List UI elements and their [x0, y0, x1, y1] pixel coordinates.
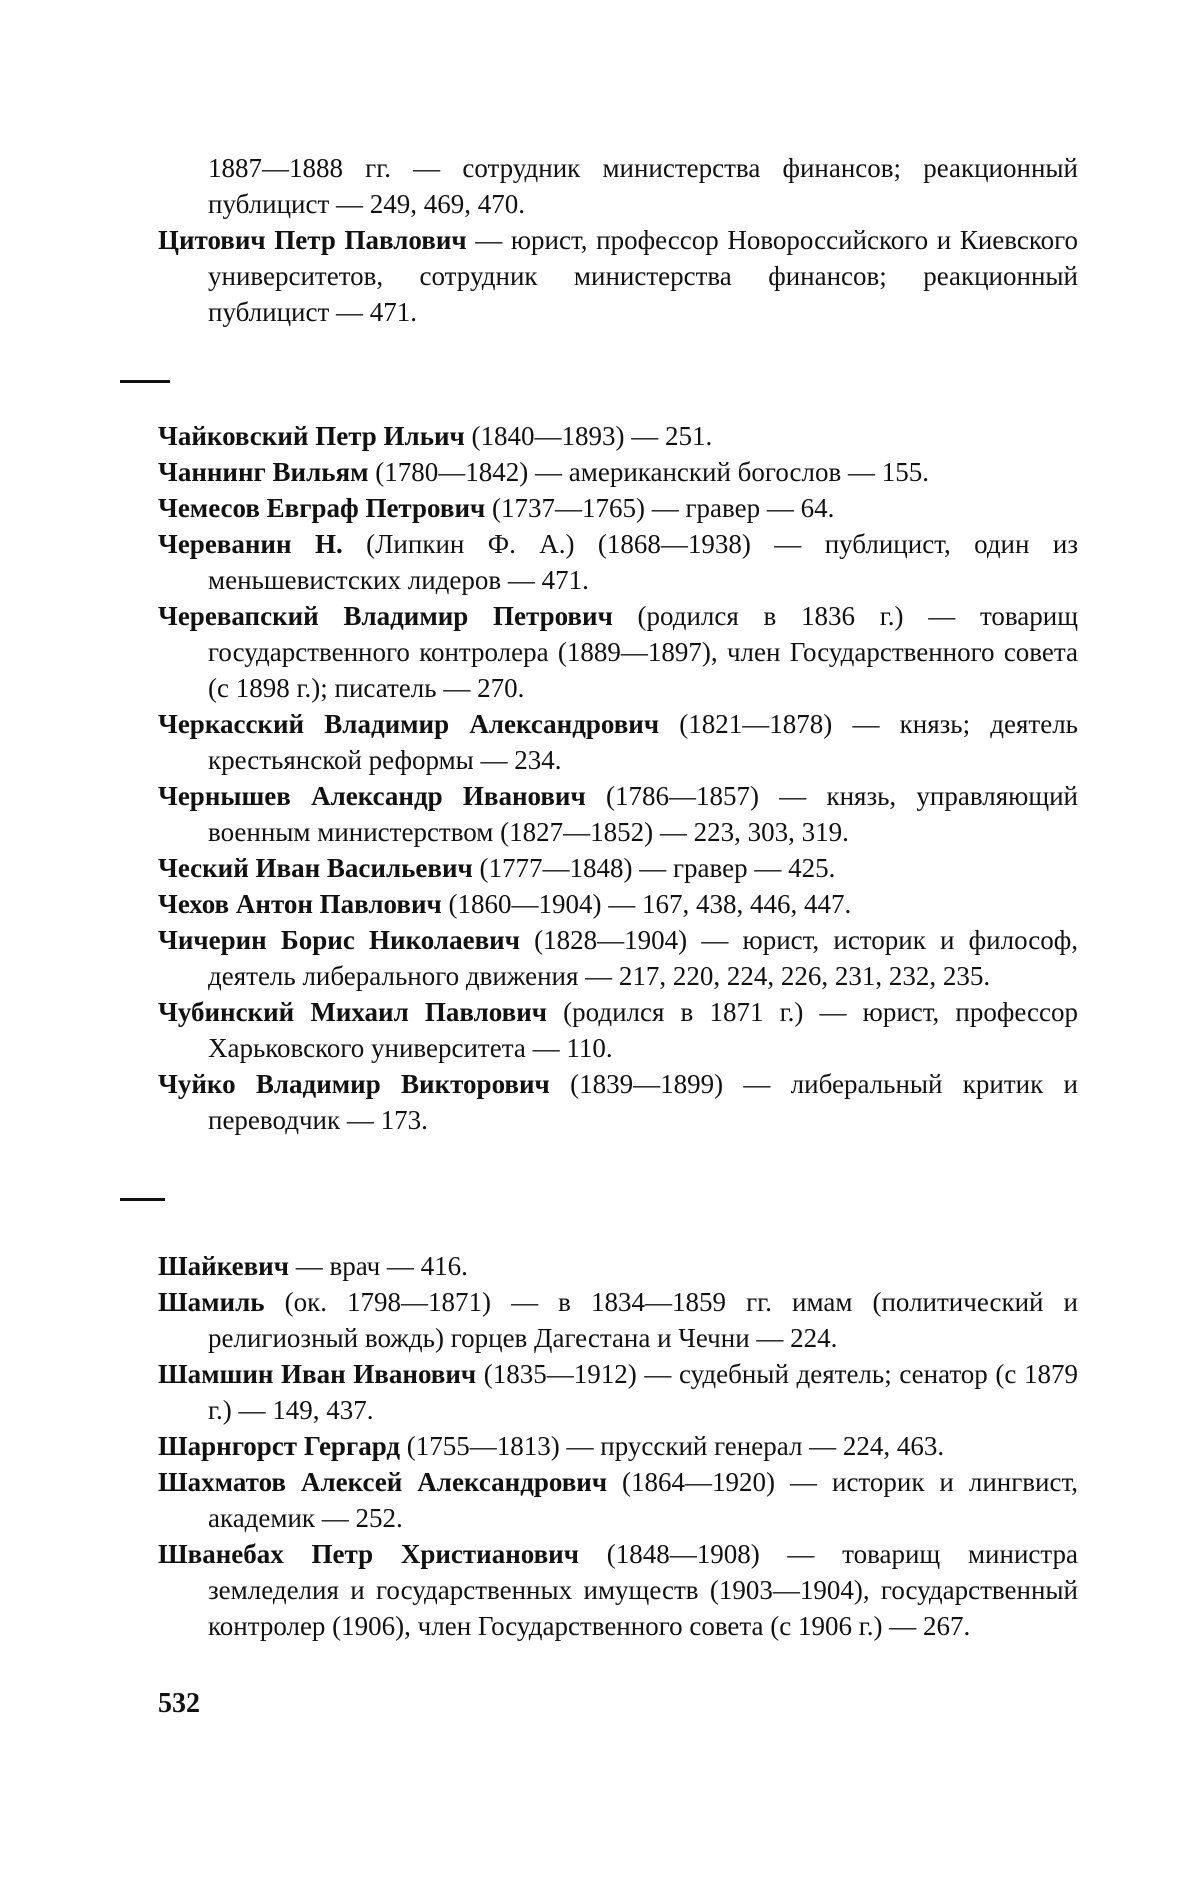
section-ch: [158, 418, 1078, 1138]
index-entry: Ческий Иван Васильевич (1777—1848) — гравер — 425.: [158, 853, 836, 883]
index-entry: Чуйко Владимир Викторович (1839—1899) — либеральный критик и переводчик — 173.: [158, 1069, 1078, 1135]
index-entry: Чаннинг Вильям (1780—1842) — американский богослов — 155.: [158, 457, 929, 487]
entry-name: Чемесов Евграф Петрович: [158, 493, 486, 523]
index-entry: Шайкевич — врач — 416.: [158, 1251, 468, 1281]
index-entry: Цитович Петр Павлович — юрист, профессор Новороссийского и Киевского университетов, сотрудник министерства финансов; реакционный публицист — 471.: [158, 225, 1078, 327]
entry-name: Шванебах Петр Христианович: [158, 1539, 579, 1569]
index-entry: Чемесов Евграф Петрович (1737—1765) — гравер — 64.: [158, 493, 835, 523]
index-entry: Чехов Антон Павлович (1860—1904) — 167, 438, 446, 447.: [158, 889, 852, 919]
entry-name: Шахматов Алексей Александрович: [158, 1467, 608, 1497]
index-entry: Шарнгорст Гергард (1755—1813) — прусский генерал — 224, 463.: [158, 1431, 945, 1461]
entry-name: Чайковский Петр Ильич: [158, 421, 465, 451]
index-entry: Чернышев Александр Иванович (1786—1857) — князь, управляющий военным министерством (1827—1852) — 223, 303, 319.: [158, 781, 1079, 847]
index-entry: Шамиль (ок. 1798—1871) — в 1834—1859 гг. имам (политический и религиозный вождь) горцев Дагестана и Чечни — 224.: [158, 1287, 1078, 1353]
index-entry: Чайковский Петр Ильич (1840—1893) — 251.: [158, 421, 713, 451]
index-entry: Чичерин Борис Николаевич (1828—1904) — юрист, историк и философ, деятель либерального движения — 217, 220, 224, 226, 231, 232, 235.: [158, 925, 1078, 991]
entry-name: Шайкевич: [158, 1251, 289, 1281]
entry-name: Чаннинг Вильям: [158, 457, 369, 487]
section-divider: [120, 1198, 165, 1201]
entry-name: Чернышев Александр Иванович: [158, 781, 586, 811]
index-entry: Черевапский Владимир Петрович (родился в 1836 г.) — товарищ государственного контролера (1889—1897), член Государственного совета (с 1898 г.); писатель — 270.: [158, 601, 1079, 703]
index-entry: Шванебах Петр Христианович (1848—1908) — товарищ министра земледелия и государственных имуществ (1903—1904), государственный контролер (1906), член Государственного совета (с 1906 г.) — 267.: [158, 1539, 1078, 1641]
entry-name: Чичерин Борис Николаевич: [158, 925, 520, 955]
index-entry: Чубинский Михаил Павлович (родился в 1871 г.) — юрист, профессор Харьковского университета — 110.: [158, 997, 1078, 1063]
entry-name: Черкасский Владимир Александрович: [158, 709, 660, 739]
section-divider: [120, 380, 170, 383]
section-ts: [158, 150, 1078, 330]
entry-name: Ческий Иван Васильевич: [158, 853, 473, 883]
entry-name: Чубинский Михаил Павлович: [158, 997, 547, 1027]
index-entry: Шахматов Алексей Александрович (1864—1920) — историк и лингвист, академик — 252.: [158, 1467, 1078, 1533]
entry-name: Цитович Петр Павлович: [158, 225, 467, 255]
entry-name: Чуйко Владимир Викторович: [158, 1069, 550, 1099]
section-sh: [158, 1248, 1078, 1644]
index-entry: Череванин Н. (Липкин Ф. А.) (1868—1938) — публицист, один из меньшевистских лидеров — 471.: [158, 529, 1078, 595]
entry-name: Чехов Антон Павлович: [158, 889, 442, 919]
entry-name: Черевапский Владимир Петрович: [158, 601, 613, 631]
index-entry: Шамшин Иван Иванович (1835—1912) — судебный деятель; сенатор (с 1879 г.) — 149, 437.: [158, 1359, 1079, 1425]
index-entry: Черкасский Владимир Александрович (1821—1878) — князь; деятель крестьянской реформы — 234.: [158, 709, 1078, 775]
entry-name: Череванин Н.: [158, 529, 343, 559]
page-number: 532: [158, 1688, 200, 1719]
entry-name: Шарнгорст Гергард: [158, 1431, 401, 1461]
entry-name: Шамшин Иван Иванович: [158, 1359, 477, 1389]
entry-name: Шамиль: [158, 1287, 265, 1317]
index-entry: 1887—1888 гг. — сотрудник министерства финансов; реакционный публицист — 249, 469, 470.: [208, 153, 1078, 219]
